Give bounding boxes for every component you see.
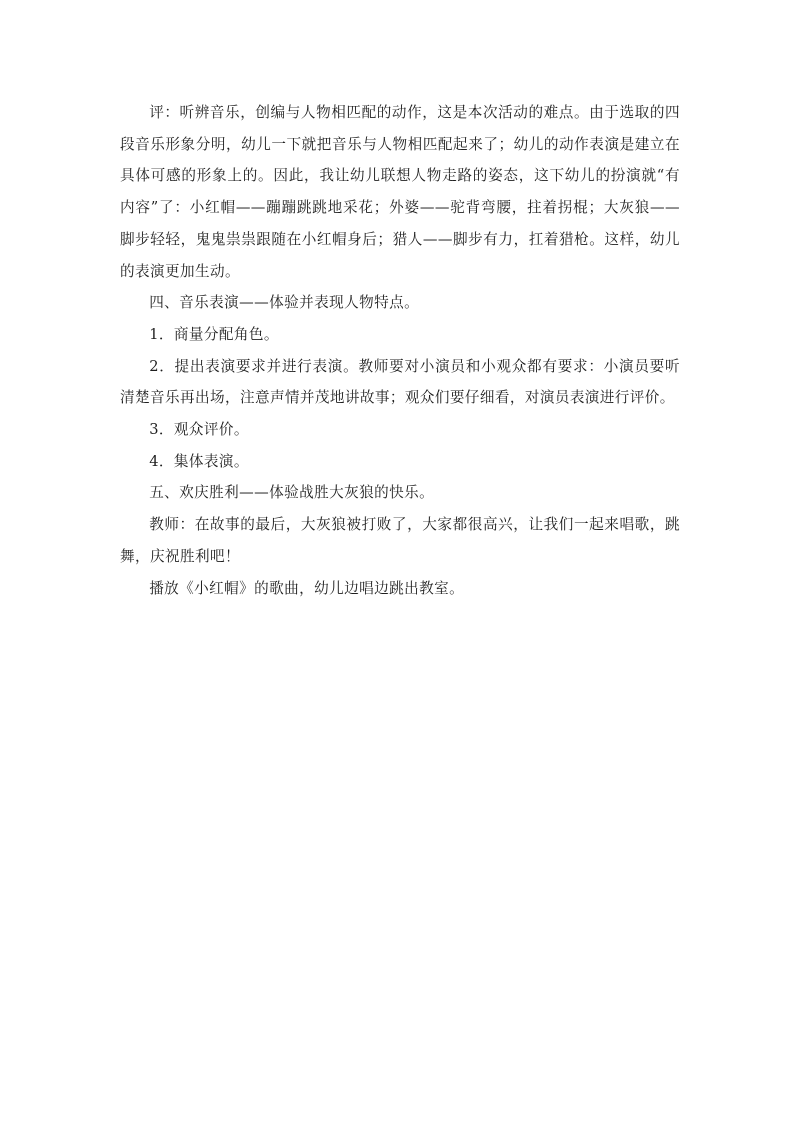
list-item-2: 2．提出表演要求并进行表演。教师要对小演员和小观众都有要求：小演员要听清楚音乐再出场，注意声情并茂地讲故事；观众们要仔细看，对演员表演进行评价。 — [120, 357, 680, 407]
paragraph-commentary: 评：听辨音乐，创编与人物相匹配的动作，这是本次活动的难点。由于选取的四段音乐形象分明，幼儿一下就把音乐与人物相匹配起来了；幼儿的动作表演是建立在具体可感的形象上的。因此，我让幼儿联想人物走路的姿态，这下幼儿的扮演就“有内容”了：小红帽——蹦蹦跳跳地采花；外婆——驼背弯腰，拄着拐棍；大灰狼——脚步轻轻，鬼鬼祟祟跟随在小红帽身后；猎人——脚步有力，扛着猎枪。这样，幼儿的表演更加生动。 — [120, 104, 680, 280]
document-body — [120, 97, 680, 604]
section-heading-music-performance: 四、音乐表演——体验并表现人物特点。 — [149, 294, 420, 312]
section-heading-celebration: 五、欢庆胜利——体验战胜大灰狼的快乐。 — [149, 484, 435, 502]
list-item-4: 4．集体表演。 — [149, 452, 249, 470]
list-item-3: 3．观众评价。 — [149, 421, 249, 439]
list-item-1: 1．商量分配角色。 — [149, 325, 279, 343]
paragraph-closing: 播放《小红帽》的歌曲，幼儿边唱边跳出教室。 — [149, 579, 465, 597]
paragraph-teacher-speech: 教师：在故事的最后，大灰狼被打败了，大家都很高兴，让我们一起来唱歌，跳舞，庆祝胜利吧！ — [120, 516, 680, 565]
